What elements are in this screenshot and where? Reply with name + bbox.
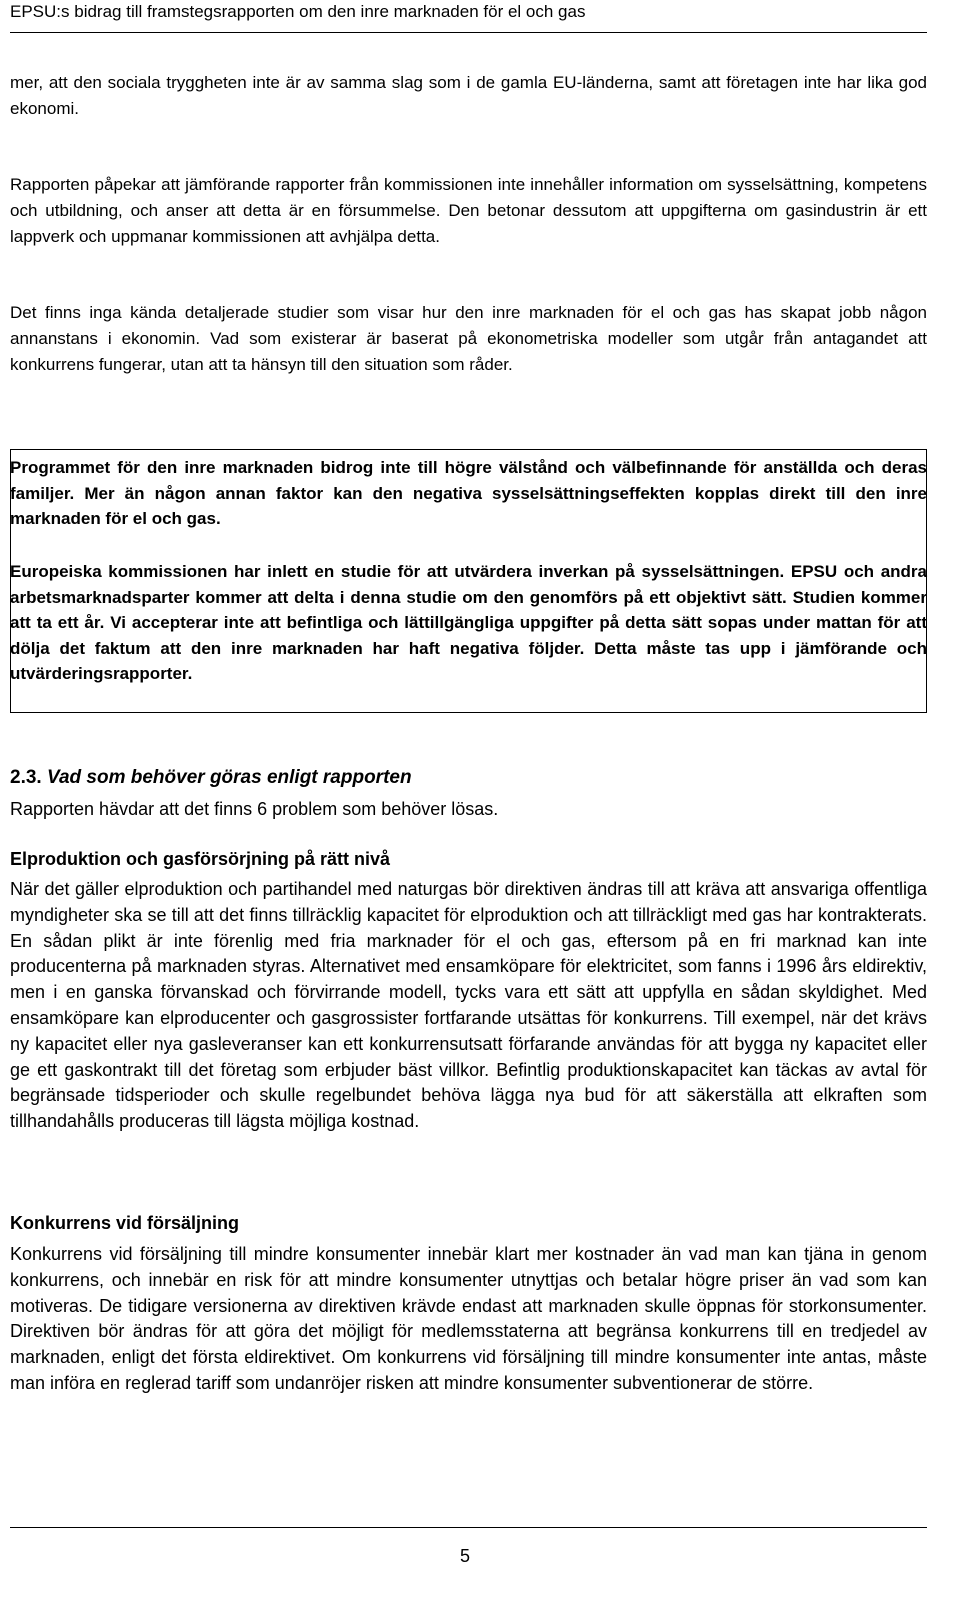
subheading-production: Elproduktion och gasförsörjning på rätt nivå bbox=[10, 849, 391, 869]
page-header bbox=[10, 0, 927, 33]
section-heading bbox=[10, 766, 412, 790]
paragraph-production: När det gäller elproduktion och partihandel med naturgas bör direktiven ändras till att kräva att ansvariga offentliga myndigheter ska se till att det finns tillräcklig kapacitet för elproduktion och att tillräckligt med gas har kontrakterats. En sådan plikt är inte förenlig med fria marknader för el och gas, eftersom på en fri marknad kan inte producenterna på marknaden styras. Alternativet med ensamköpare för elektricitet, som fanns i 1996 års eldirektiv, men i en ganska förvanskad och förvirrande modell, tycks vara ett sätt att uppfylla en sådan skyldighet. Med ensamköpare kan elproducenter och gasgrossister fortfarande utsättas för konkurrens. Till exempel, när det krävs ny kapacitet eller nya gasleveranser kan ett konkurrensutsatt förfarande användas för att bygga ny kapacitet eller ge ett gaskontrakt till det företag som erbjuder bäst villkor. Befintlig produktionskapacitet kan täckas av avtal för begränsade tidsperioder och skulle regelbundet behöva lägga nya bud för att säkerställa att elkraften som tillhandahålls produceras till lägsta möjliga kostnad. bbox=[10, 879, 927, 1132]
paragraph-reports-omission: Rapporten påpekar att jämförande rapporter från kommissionen inte innehåller information om sysselsättning, kompetens och utbildning, och anser att detta är en försummelse. Den betonar dessutom att uppgifterna om gasindustrin är ett lappverk och uppmanar kommissionen att avhjälpa detta. bbox=[10, 175, 927, 246]
paragraph-no-studies: Det finns inga kända detaljerade studier som visar hur den inre marknaden för el och gas has skapat jobb någon annanstans i ekonomin. Vad som existerar är baserat på ekonometriska modeller som utgår från antagandet att konkurrens fungerar, utan att ta hänsyn till den situation som råder. bbox=[10, 303, 927, 374]
paragraph-retail-competition: Konkurrens vid försäljning till mindre konsumenter innebär klart mer kostnader än vad man kan tjäna in genom konkurrens, och innebär en risk för att mindre konsumenter utnyttjas och betalar högre priser än vad som kan motiveras. De tidigare versionerna av direktiven krävde endast att marknaden skulle öppnas för storkonsumenter. Direktiven bör ändras för att göra det möjligt för medlemsstaterna att begränsa konkurrens till en tredjedel av marknaden, enligt det första eldirektivet. Om konkurrens vid försäljning till mindre konsumenter inte antas, måste man införa en reglerad tariff som undanröjer risken att mindre konsumenter subventionerar de större. bbox=[10, 1244, 927, 1393]
section-intro: Rapporten hävdar att det finns 6 problem som behöver lösas. bbox=[10, 799, 499, 819]
box-paragraph-commission-study: Europeiska kommissionen har inlett en studie för att utvärdera inverkan på sysselsättningen. EPSU och andra arbetsmarknadsparter kommer att delta i denna studie om den genomförs på ett objektivt sätt. Studien kommer att ta ett år. Vi accepterar inte att befintliga och lättillgängliga uppgifter på detta sätt sopas under mattan för att dölja det faktum att den inre marknaden har haft negativa följder. Detta måste tas upp i jämförande och utvärderingsrapporter. bbox=[10, 562, 927, 684]
footer-divider bbox=[10, 1527, 927, 1528]
header-title: EPSU:s bidrag till framstegsrapporten om den inre marknaden för el och gas bbox=[10, 2, 586, 21]
box-paragraph-welfare: Programmet för den inre marknaden bidrog inte till högre välstånd och välbefinnande för anställda och deras familjer. Mer än någon annan faktor kan den negativa sysselsättningseffekten kopplas direkt till den inre marknaden för el och gas. bbox=[10, 458, 927, 529]
document-page bbox=[10, 0, 927, 1610]
subheading-retail-competition: Konkurrens vid försäljning bbox=[10, 1213, 240, 1233]
section-title: Vad som behöver göras enligt rapporten bbox=[46, 767, 412, 788]
section-number: 2.3. bbox=[10, 767, 42, 788]
page-number: 5 bbox=[460, 1546, 471, 1566]
paragraph-social-security: mer, att den sociala tryggheten inte är av samma slag som i de gamla EU-länderna, samt att företagen inte har lika god ekonomi. bbox=[10, 73, 927, 118]
